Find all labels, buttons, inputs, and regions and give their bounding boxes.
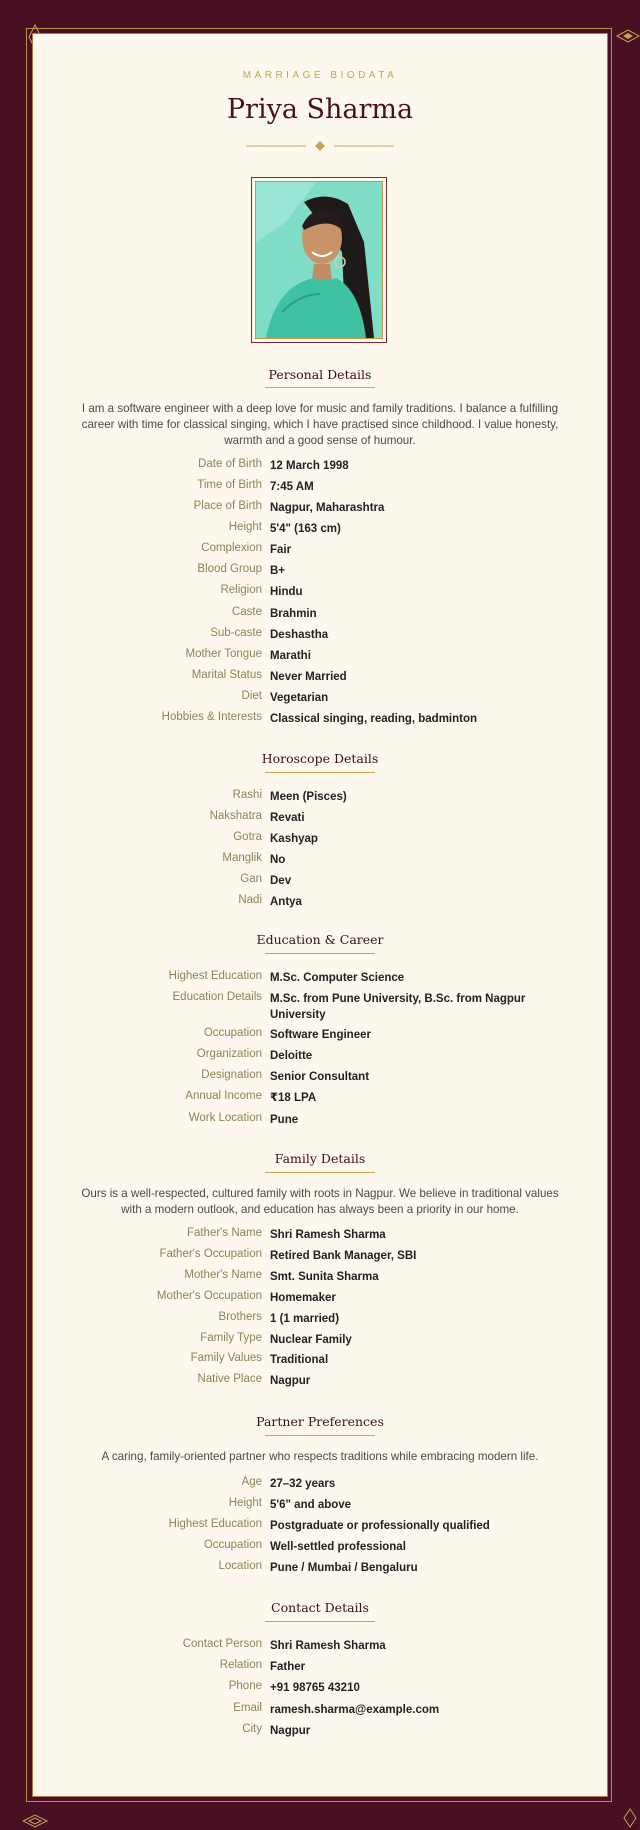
detail-label: Family Type — [200, 1331, 262, 1344]
detail-value: Senior Consultant — [270, 1071, 370, 1084]
document-eyebrow: MARRIAGE BIODATA — [242, 70, 398, 81]
detail-label: Place of Birth — [193, 500, 262, 513]
portrait-illustration — [256, 182, 382, 338]
horoscope-detail-row — [0, 810, 640, 826]
detail-label: Native Place — [197, 1373, 262, 1386]
detail-value: Deloitte — [270, 1050, 313, 1063]
personal-detail-row — [0, 606, 640, 622]
education-detail-row — [0, 1048, 640, 1064]
personal-detail-row — [0, 690, 640, 706]
detail-value: B+ — [270, 565, 286, 578]
detail-value: Nagpur, Maharashtra — [270, 502, 385, 515]
detail-value: 7:45 AM — [270, 481, 314, 494]
partner-detail-row — [0, 1518, 640, 1534]
detail-value: Fair — [270, 544, 292, 557]
detail-label: Brothers — [218, 1310, 262, 1323]
detail-label: Complexion — [201, 542, 262, 555]
detail-value: Pune / Mumbai / Bengaluru — [270, 1562, 418, 1574]
family-detail-row — [0, 1290, 640, 1306]
detail-label: Email — [233, 1701, 262, 1714]
family-detail-row — [0, 1311, 640, 1327]
detail-label: Religion — [220, 584, 262, 597]
detail-label: Location — [218, 1560, 262, 1572]
personal-detail-row — [0, 542, 640, 558]
horoscope-detail-row — [0, 873, 640, 889]
detail-label: Highest Education — [168, 1518, 262, 1530]
family-detail-row — [0, 1248, 640, 1264]
detail-value: Smt. Sunita Sharma — [270, 1270, 379, 1283]
personal-section-title: Personal Details — [268, 367, 372, 382]
detail-value: Father — [270, 1661, 306, 1674]
detail-value: Kashyap — [270, 832, 318, 845]
contact-detail-row — [0, 1659, 640, 1675]
contact-detail-row — [0, 1723, 640, 1739]
detail-label: Family Values — [190, 1352, 262, 1365]
personal-detail-row — [0, 500, 640, 516]
detail-label: Caste — [231, 605, 262, 618]
horoscope-detail-row — [0, 852, 640, 868]
detail-value: Never Married — [270, 670, 347, 683]
detail-value: Meen (Pisces) — [270, 791, 347, 803]
detail-label: Work Location — [188, 1111, 262, 1124]
detail-label: Mother's Occupation — [156, 1289, 262, 1302]
family-detail-row — [0, 1373, 640, 1389]
detail-label: Gan — [240, 872, 262, 885]
detail-label: Date of Birth — [198, 458, 262, 470]
detail-label: Highest Education — [168, 970, 262, 982]
detail-value: Well-settled professional — [270, 1541, 406, 1553]
detail-label: Sub-caste — [210, 626, 262, 639]
detail-value: Postgraduate or professionally qualified — [270, 1520, 490, 1532]
family-intro-paragraph: Ours is a well-respected, cultured family with roots in Nagpur. We believe in traditional values with a modern outlook, and education has always been a priority in our home. — [81, 1187, 559, 1216]
detail-label: Height — [228, 1497, 262, 1509]
family-detail-row — [0, 1269, 640, 1285]
contact-detail-row — [0, 1702, 640, 1718]
contact-section-rule — [265, 1621, 375, 1622]
detail-value: Dev — [270, 874, 292, 887]
detail-label: Nadi — [238, 893, 262, 906]
detail-value: M.Sc. Computer Science — [270, 972, 405, 984]
detail-label: Occupation — [203, 1539, 262, 1551]
personal-detail-row — [0, 521, 640, 537]
detail-label: Gotra — [233, 830, 262, 843]
detail-label: Blood Group — [197, 563, 262, 576]
education-section-title: Education & Career — [256, 932, 384, 947]
detail-value[interactable]: +91 98765 43210 — [270, 1682, 360, 1695]
education-detail-row — [0, 1027, 640, 1043]
personal-detail-row — [0, 479, 640, 495]
corner-ornament-bottom-left — [22, 1814, 48, 1828]
detail-label: Manglik — [222, 851, 262, 864]
detail-value: Hindu — [270, 586, 303, 599]
contact-detail-row — [0, 1680, 640, 1696]
detail-value: 5'6" and above — [270, 1499, 352, 1511]
detail-label: Annual Income — [185, 1090, 262, 1103]
partner-detail-row — [0, 1560, 640, 1576]
detail-value: ₹18 LPA — [270, 1092, 317, 1105]
detail-value: M.Sc. from Pune University, B.Sc. from Nagpur University — [270, 993, 526, 1022]
detail-label: Phone — [228, 1680, 262, 1693]
detail-label: Contact Person — [182, 1638, 262, 1650]
horoscope-detail-row — [0, 789, 640, 805]
education-detail-row — [0, 991, 640, 1022]
personal-detail-row — [0, 458, 640, 474]
detail-label: Organization — [196, 1048, 262, 1061]
horoscope-section-rule — [265, 772, 375, 773]
detail-label: Rashi — [232, 789, 262, 801]
personal-intro-paragraph: I am a software engineer with a deep love for music and family traditions. I balance a fulfilling career with time for classical singing, which I have practised since childhood. I value honesty, warmth and a good sense of humour. — [81, 402, 559, 447]
detail-value: 27–32 years — [270, 1478, 336, 1490]
education-detail-row — [0, 1069, 640, 1085]
detail-value: Pune — [270, 1113, 299, 1126]
contact-section-title: Contact Details — [271, 1600, 369, 1615]
horoscope-section-title: Horoscope Details — [261, 751, 379, 766]
detail-label: Hobbies & Interests — [161, 710, 262, 723]
horoscope-detail-row — [0, 894, 640, 910]
family-detail-row — [0, 1227, 640, 1243]
personal-detail-row — [0, 563, 640, 579]
detail-label: Diet — [241, 689, 262, 702]
personal-detail-row — [0, 669, 640, 685]
detail-value: Classical singing, reading, badminton — [270, 712, 478, 725]
detail-label: Designation — [201, 1069, 262, 1082]
header-divider-ornament — [246, 139, 394, 153]
detail-value: Marathi — [270, 649, 311, 662]
detail-value: Brahmin — [270, 607, 317, 620]
detail-value: Antya — [270, 895, 302, 908]
education-section-rule — [265, 953, 375, 954]
detail-value: 5'4" (163 cm) — [270, 523, 341, 536]
contact-detail-row — [0, 1638, 640, 1654]
detail-value: Nagpur — [270, 1724, 311, 1737]
horoscope-detail-row — [0, 831, 640, 847]
detail-label: Occupation — [203, 1027, 262, 1040]
personal-detail-row — [0, 584, 640, 600]
detail-value[interactable]: ramesh.sharma@example.com — [270, 1703, 440, 1716]
family-detail-row — [0, 1352, 640, 1368]
detail-label: Mother's Name — [184, 1268, 262, 1281]
detail-label: Marital Status — [191, 668, 262, 681]
detail-value: Vegetarian — [270, 691, 329, 704]
partner-detail-row — [0, 1497, 640, 1513]
detail-label: City — [242, 1722, 262, 1735]
education-detail-row — [0, 1112, 640, 1128]
partner-section-title: Partner Preferences — [256, 1414, 384, 1429]
detail-value: Software Engineer — [270, 1029, 371, 1042]
personal-detail-row — [0, 648, 640, 664]
detail-value: 12 March 1998 — [270, 460, 349, 472]
education-detail-row — [0, 1090, 640, 1106]
detail-value: 1 (1 married) — [270, 1312, 340, 1325]
detail-value: Homemaker — [270, 1291, 336, 1304]
corner-ornament-bottom-right — [622, 1808, 638, 1828]
partner-detail-row — [0, 1539, 640, 1555]
detail-value: Shri Ramesh Sharma — [270, 1229, 386, 1241]
personal-section-rule — [265, 387, 375, 388]
partner-detail-row — [0, 1476, 640, 1492]
family-section-rule — [265, 1172, 375, 1173]
detail-value: Traditional — [270, 1354, 329, 1367]
detail-value: Retired Bank Manager, SBI — [270, 1249, 417, 1262]
partner-intro-paragraph: A caring, family-oriented partner who respects traditions while embracing modern life. — [101, 1450, 539, 1463]
detail-label: Mother Tongue — [185, 647, 262, 660]
detail-value: Revati — [270, 811, 305, 824]
profile-photo-frame — [251, 177, 387, 343]
detail-label: Education Details — [172, 991, 262, 1004]
detail-label: Father's Occupation — [159, 1247, 262, 1260]
detail-label: Nakshatra — [209, 809, 262, 822]
detail-label: Age — [241, 1476, 262, 1488]
detail-label: Time of Birth — [197, 479, 262, 492]
detail-label: Relation — [219, 1659, 262, 1672]
detail-value: No — [270, 853, 286, 866]
corner-ornament-top-right — [616, 28, 640, 44]
detail-value: Nuclear Family — [270, 1333, 352, 1346]
detail-value: Shri Ramesh Sharma — [270, 1640, 386, 1652]
detail-label: Height — [228, 521, 262, 534]
profile-photo — [255, 181, 383, 339]
family-section-title: Family Details — [274, 1151, 366, 1166]
detail-value: Nagpur — [270, 1375, 311, 1388]
candidate-name: Priya Sharma — [226, 94, 414, 125]
personal-detail-row — [0, 627, 640, 643]
detail-value: Deshastha — [270, 628, 329, 641]
partner-section-rule — [265, 1435, 375, 1436]
family-detail-row — [0, 1332, 640, 1348]
personal-detail-row — [0, 711, 640, 727]
detail-label: Father's Name — [186, 1227, 262, 1239]
education-detail-row — [0, 970, 640, 986]
